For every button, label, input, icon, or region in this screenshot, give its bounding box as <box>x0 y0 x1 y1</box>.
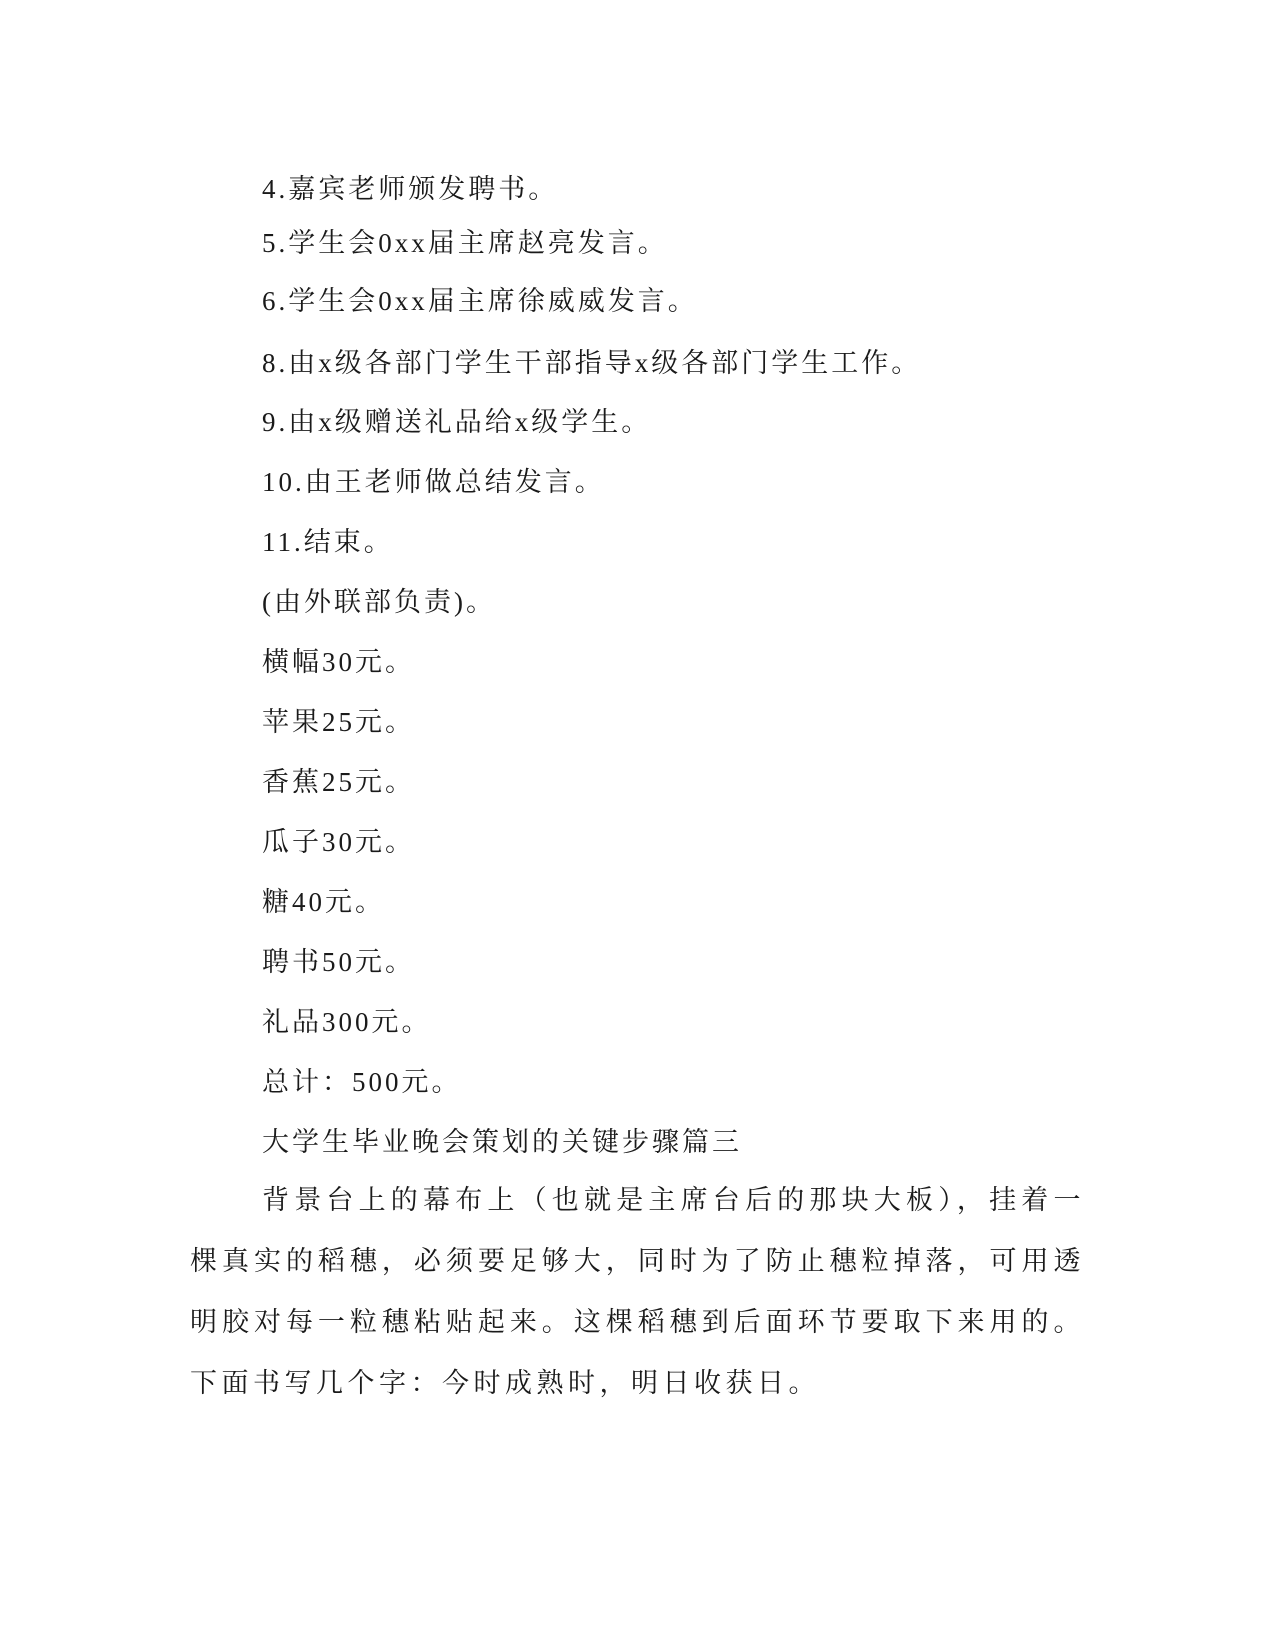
list-line: 6.学生会0xx届主席徐威威发言。 <box>262 286 698 316</box>
list-line: 香蕉25元。 <box>262 767 415 797</box>
section-heading: 大学生毕业晚会策划的关键步骤篇三 <box>262 1127 742 1157</box>
list-line: 苹果25元。 <box>262 707 415 737</box>
list-line: (由外联部负责)。 <box>262 587 496 617</box>
list-line: 8.由x级各部门学生干部指导x级各部门学生工作。 <box>262 348 922 378</box>
list-line: 11.结束。 <box>262 527 394 557</box>
list-line: 10.由王老师做总结发言。 <box>262 467 605 497</box>
list-line: 5.学生会0xx届主席赵亮发言。 <box>262 228 668 258</box>
list-line: 4.嘉宾老师颁发聘书。 <box>262 174 559 204</box>
list-line: 聘书50元。 <box>262 947 415 977</box>
body-paragraph: 背景台上的幕布上（也就是主席台后的那块大板），挂着一棵真实的稻穗，必须要足够大，同时为了防止穗粒掉落，可用透明胶对每一粒穗粘贴起来。这棵稻穗到后面环节要取下来用的。下面书写几个字：今时成熟时，明日收获日。 <box>190 1185 1085 1398</box>
list-line: 总计：500元。 <box>262 1067 462 1097</box>
list-line: 瓜子30元。 <box>262 827 415 857</box>
list-line: 横幅30元。 <box>262 647 415 677</box>
list-line: 礼品300元。 <box>262 1007 432 1037</box>
list-line: 糖40元。 <box>262 887 385 917</box>
list-line: 9.由x级赠送礼品给x级学生。 <box>262 407 652 437</box>
